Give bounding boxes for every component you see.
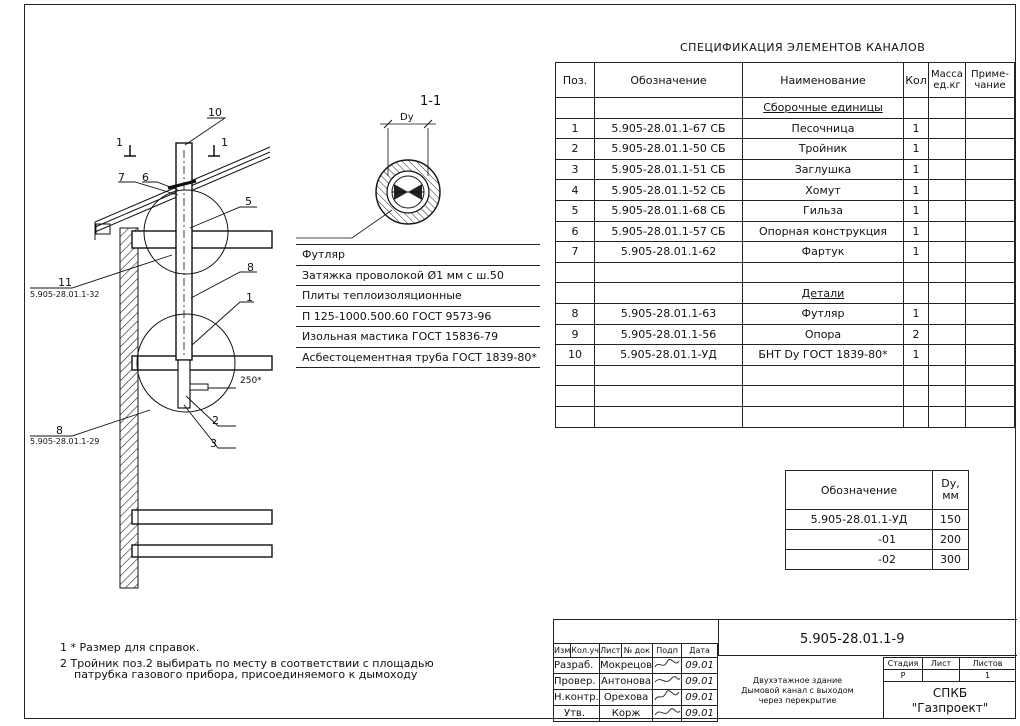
spec-mass <box>929 221 966 242</box>
pos-label-11: 11 <box>58 276 72 289</box>
variant-dy: 150 <box>933 510 969 530</box>
spec-header: Приме-чание <box>966 63 1015 98</box>
stage-head: Лист <box>923 658 960 670</box>
spec-note <box>966 345 1015 366</box>
variants-table <box>785 470 969 570</box>
stage-value <box>923 670 960 682</box>
spec-code: 5.905-28.01.1-63 <box>595 303 743 324</box>
stamp-role: Разраб. <box>554 658 600 674</box>
spec-pos: 5 <box>556 200 595 221</box>
spec-mass <box>929 283 966 304</box>
stamp-col-head: Дата <box>682 644 718 658</box>
spec-code: 5.905-28.01.1-62 <box>595 242 743 263</box>
stamp-signature <box>653 658 682 674</box>
spec-pos: 3 <box>556 159 595 180</box>
spec-name <box>743 262 904 283</box>
spec-row <box>556 242 1015 263</box>
spec-qty <box>904 406 929 427</box>
pos-label-10: 10 <box>208 106 222 119</box>
spec-name: Тройник <box>743 139 904 160</box>
spec-pos: 4 <box>556 180 595 201</box>
variant-code: -01 <box>786 530 933 550</box>
spec-header: Поз. <box>556 63 595 98</box>
spec-qty: 1 <box>904 159 929 180</box>
spec-mass <box>929 386 966 407</box>
pos-label-3: 3 <box>210 437 217 450</box>
spec-pos: 6 <box>556 221 595 242</box>
pos-label-8-bottom: 8 <box>56 424 63 437</box>
material-item: Асбестоцементная труба ГОСТ 1839-80* <box>296 347 540 368</box>
spec-code: 5.905-28.01.1-50 СБ <box>595 139 743 160</box>
spec-row <box>556 180 1015 201</box>
spec-note <box>966 406 1015 427</box>
spec-title: СПЕЦИФИКАЦИЯ ЭЛЕМЕНТОВ КАНАЛОВ <box>680 41 926 54</box>
spec-name: Песочница <box>743 118 904 139</box>
spec-pos <box>556 283 595 304</box>
spec-row <box>556 221 1015 242</box>
spec-mass <box>929 365 966 386</box>
spec-row <box>556 283 1015 304</box>
variant-dy: 200 <box>933 530 969 550</box>
spec-note <box>966 139 1015 160</box>
stamp-col-head: № док <box>621 644 653 658</box>
spec-pos: 2 <box>556 139 595 160</box>
spec-qty: 1 <box>904 303 929 324</box>
note-2-cont: патрубка газового прибора, присоединяемого к дымоходу <box>74 668 418 681</box>
spec-mass <box>929 406 966 427</box>
material-item: П 125-1000.500.60 ГОСТ 9573-96 <box>296 306 540 327</box>
spec-table <box>555 62 1015 428</box>
spec-name: Фартук <box>743 242 904 263</box>
doc-code: 5.905-28.01.1-9 <box>800 632 905 647</box>
org-line-2: "Газпроект" <box>911 701 989 715</box>
pos-label-1: 1 <box>246 291 253 304</box>
stamp-name: Мокрецов <box>599 658 652 674</box>
spec-note <box>966 159 1015 180</box>
spec-name <box>743 406 904 427</box>
spec-row <box>556 200 1015 221</box>
spec-code: 5.905-28.01.1-УД <box>595 345 743 366</box>
stamp-date: 09.01 <box>682 690 718 706</box>
spec-qty: 1 <box>904 221 929 242</box>
spec-note <box>966 180 1015 201</box>
stamp-date: 09.01 <box>682 674 718 690</box>
stage-head: Стадия <box>884 658 923 670</box>
spec-qty: 2 <box>904 324 929 345</box>
spec-mass <box>929 242 966 263</box>
stamp-date: 09.01 <box>682 706 718 722</box>
spec-row <box>556 324 1015 345</box>
spec-note <box>966 324 1015 345</box>
spec-qty <box>904 283 929 304</box>
material-item: Изольная мастика ГОСТ 15836-79 <box>296 327 540 348</box>
material-item: Затяжка проволокой Ø1 мм с ш.50 <box>296 265 540 286</box>
spec-pos <box>556 365 595 386</box>
spec-mass <box>929 98 966 119</box>
signature-grid <box>553 643 718 722</box>
spec-name <box>743 365 904 386</box>
spec-qty <box>904 386 929 407</box>
stamp-name: Орехова <box>599 690 652 706</box>
spec-qty: 1 <box>904 345 929 366</box>
pos-label-5: 5 <box>245 195 252 208</box>
spec-pos: 1 <box>556 118 595 139</box>
spec-name: Детали <box>743 283 904 304</box>
spec-note <box>966 221 1015 242</box>
spec-code: 5.905-28.01.1-68 СБ <box>595 200 743 221</box>
spec-mass <box>929 139 966 160</box>
section-mark-right: 1 <box>221 136 228 149</box>
stage-head: Листов <box>960 658 1016 670</box>
spec-row <box>556 139 1015 160</box>
spec-name: БНТ Dy ГОСТ 1839-80* <box>743 345 904 366</box>
spec-mass <box>929 303 966 324</box>
stamp-signature <box>653 674 682 690</box>
spec-note <box>966 386 1015 407</box>
spec-note <box>966 303 1015 324</box>
spec-pos: 10 <box>556 345 595 366</box>
stamp-signature <box>653 706 682 722</box>
dy-label: Dy <box>400 112 414 123</box>
org-line-1: СПКБ <box>932 686 968 700</box>
spec-qty: 1 <box>904 139 929 160</box>
materials-list <box>296 244 540 368</box>
spec-pos <box>556 406 595 427</box>
stamp-col-head: Кол.уч <box>571 644 600 658</box>
spec-note <box>966 365 1015 386</box>
spec-pos: 7 <box>556 242 595 263</box>
title-line-1: Двухэтажное здание <box>752 676 843 685</box>
spec-code <box>595 406 743 427</box>
spec-row <box>556 303 1015 324</box>
spec-mass <box>929 180 966 201</box>
spec-header: Масса ед.кг <box>929 63 966 98</box>
pos-label-7: 7 <box>118 171 125 184</box>
spec-pos <box>556 98 595 119</box>
stamp-role: Н.контр. <box>554 690 600 706</box>
spec-code: 5.905-28.01.1-57 СБ <box>595 221 743 242</box>
spec-code: 5.905-28.01.1-67 СБ <box>595 118 743 139</box>
spec-row <box>556 365 1015 386</box>
variant-code: -02 <box>786 550 933 570</box>
spec-name: Гильза <box>743 200 904 221</box>
spec-mass <box>929 262 966 283</box>
spec-name <box>743 386 904 407</box>
spec-code <box>595 386 743 407</box>
stamp-col-head: Подп <box>653 644 682 658</box>
ref-label-11: 5.905-28.01.1-32 <box>30 290 100 299</box>
spec-pos <box>556 262 595 283</box>
spec-name: Опора <box>743 324 904 345</box>
stage-table <box>883 657 1016 682</box>
spec-mass <box>929 324 966 345</box>
spec-code: 5.905-28.01.1-52 СБ <box>595 180 743 201</box>
spec-code <box>595 283 743 304</box>
stamp-col-head: Изм <box>554 644 571 658</box>
variants-header: Dy, мм <box>933 471 969 510</box>
spec-code <box>595 98 743 119</box>
material-item: Плиты теплоизоляционные <box>296 286 540 307</box>
material-item: Футляр <box>296 245 540 266</box>
stamp-signature <box>653 690 682 706</box>
stamp-date: 09.01 <box>682 658 718 674</box>
stage-value: Р <box>884 670 923 682</box>
spec-mass <box>929 200 966 221</box>
spec-name: Футляр <box>743 303 904 324</box>
spec-code <box>595 262 743 283</box>
spec-qty: 1 <box>904 200 929 221</box>
spec-code: 5.905-28.01.1-56 <box>595 324 743 345</box>
spec-pos: 8 <box>556 303 595 324</box>
spec-mass <box>929 159 966 180</box>
spec-qty: 1 <box>904 180 929 201</box>
note-2: 2 Тройник поз.2 выбирать по месту в соответствии с площадью <box>60 657 434 670</box>
spec-note <box>966 200 1015 221</box>
pos-label-2: 2 <box>212 414 219 427</box>
dimension-250: 250* <box>240 376 262 386</box>
spec-name: Заглушка <box>743 159 904 180</box>
stamp-role: Утв. <box>554 706 600 722</box>
spec-name: Опорная конструкция <box>743 221 904 242</box>
title-line-3: через перекрытие <box>758 696 837 705</box>
spec-row <box>556 98 1015 119</box>
spec-qty <box>904 262 929 283</box>
spec-code: 5.905-28.01.1-51 СБ <box>595 159 743 180</box>
stamp-role: Провер. <box>554 674 600 690</box>
spec-qty <box>904 365 929 386</box>
spec-note <box>966 262 1015 283</box>
spec-row <box>556 262 1015 283</box>
stage-value: 1 <box>960 670 1016 682</box>
spec-name: Сборочные единицы <box>743 98 904 119</box>
spec-row <box>556 159 1015 180</box>
variants-header: Обозначение <box>786 471 933 510</box>
spec-qty <box>904 98 929 119</box>
spec-code <box>595 365 743 386</box>
spec-row <box>556 386 1015 407</box>
pos-label-8-top: 8 <box>247 261 254 274</box>
spec-qty: 1 <box>904 242 929 263</box>
spec-pos: 9 <box>556 324 595 345</box>
spec-note <box>966 98 1015 119</box>
stamp-name: Антонова <box>599 674 652 690</box>
section-mark-left: 1 <box>116 136 123 149</box>
stamp-name: Корж <box>599 706 652 722</box>
spec-note <box>966 283 1015 304</box>
spec-row <box>556 345 1015 366</box>
spec-name: Хомут <box>743 180 904 201</box>
spec-header: Наименование <box>743 63 904 98</box>
spec-qty: 1 <box>904 118 929 139</box>
spec-mass <box>929 118 966 139</box>
ref-label-8: 5.905-28.01.1-29 <box>30 437 100 446</box>
title-line-2: Дымовой канал с выходом <box>741 686 854 695</box>
variant-dy: 300 <box>933 550 969 570</box>
spec-note <box>966 118 1015 139</box>
stamp-col-head: Лист <box>599 644 621 658</box>
spec-row <box>556 406 1015 427</box>
spec-mass <box>929 345 966 366</box>
spec-pos <box>556 386 595 407</box>
section-title: 1-1 <box>420 94 442 109</box>
spec-row <box>556 118 1015 139</box>
spec-header: Кол <box>904 63 929 98</box>
spec-note <box>966 242 1015 263</box>
note-1: 1 * Размер для справок. <box>60 641 200 654</box>
spec-header: Обозначение <box>595 63 743 98</box>
variant-code: 5.905-28.01.1-УД <box>786 510 933 530</box>
pos-label-6: 6 <box>142 171 149 184</box>
